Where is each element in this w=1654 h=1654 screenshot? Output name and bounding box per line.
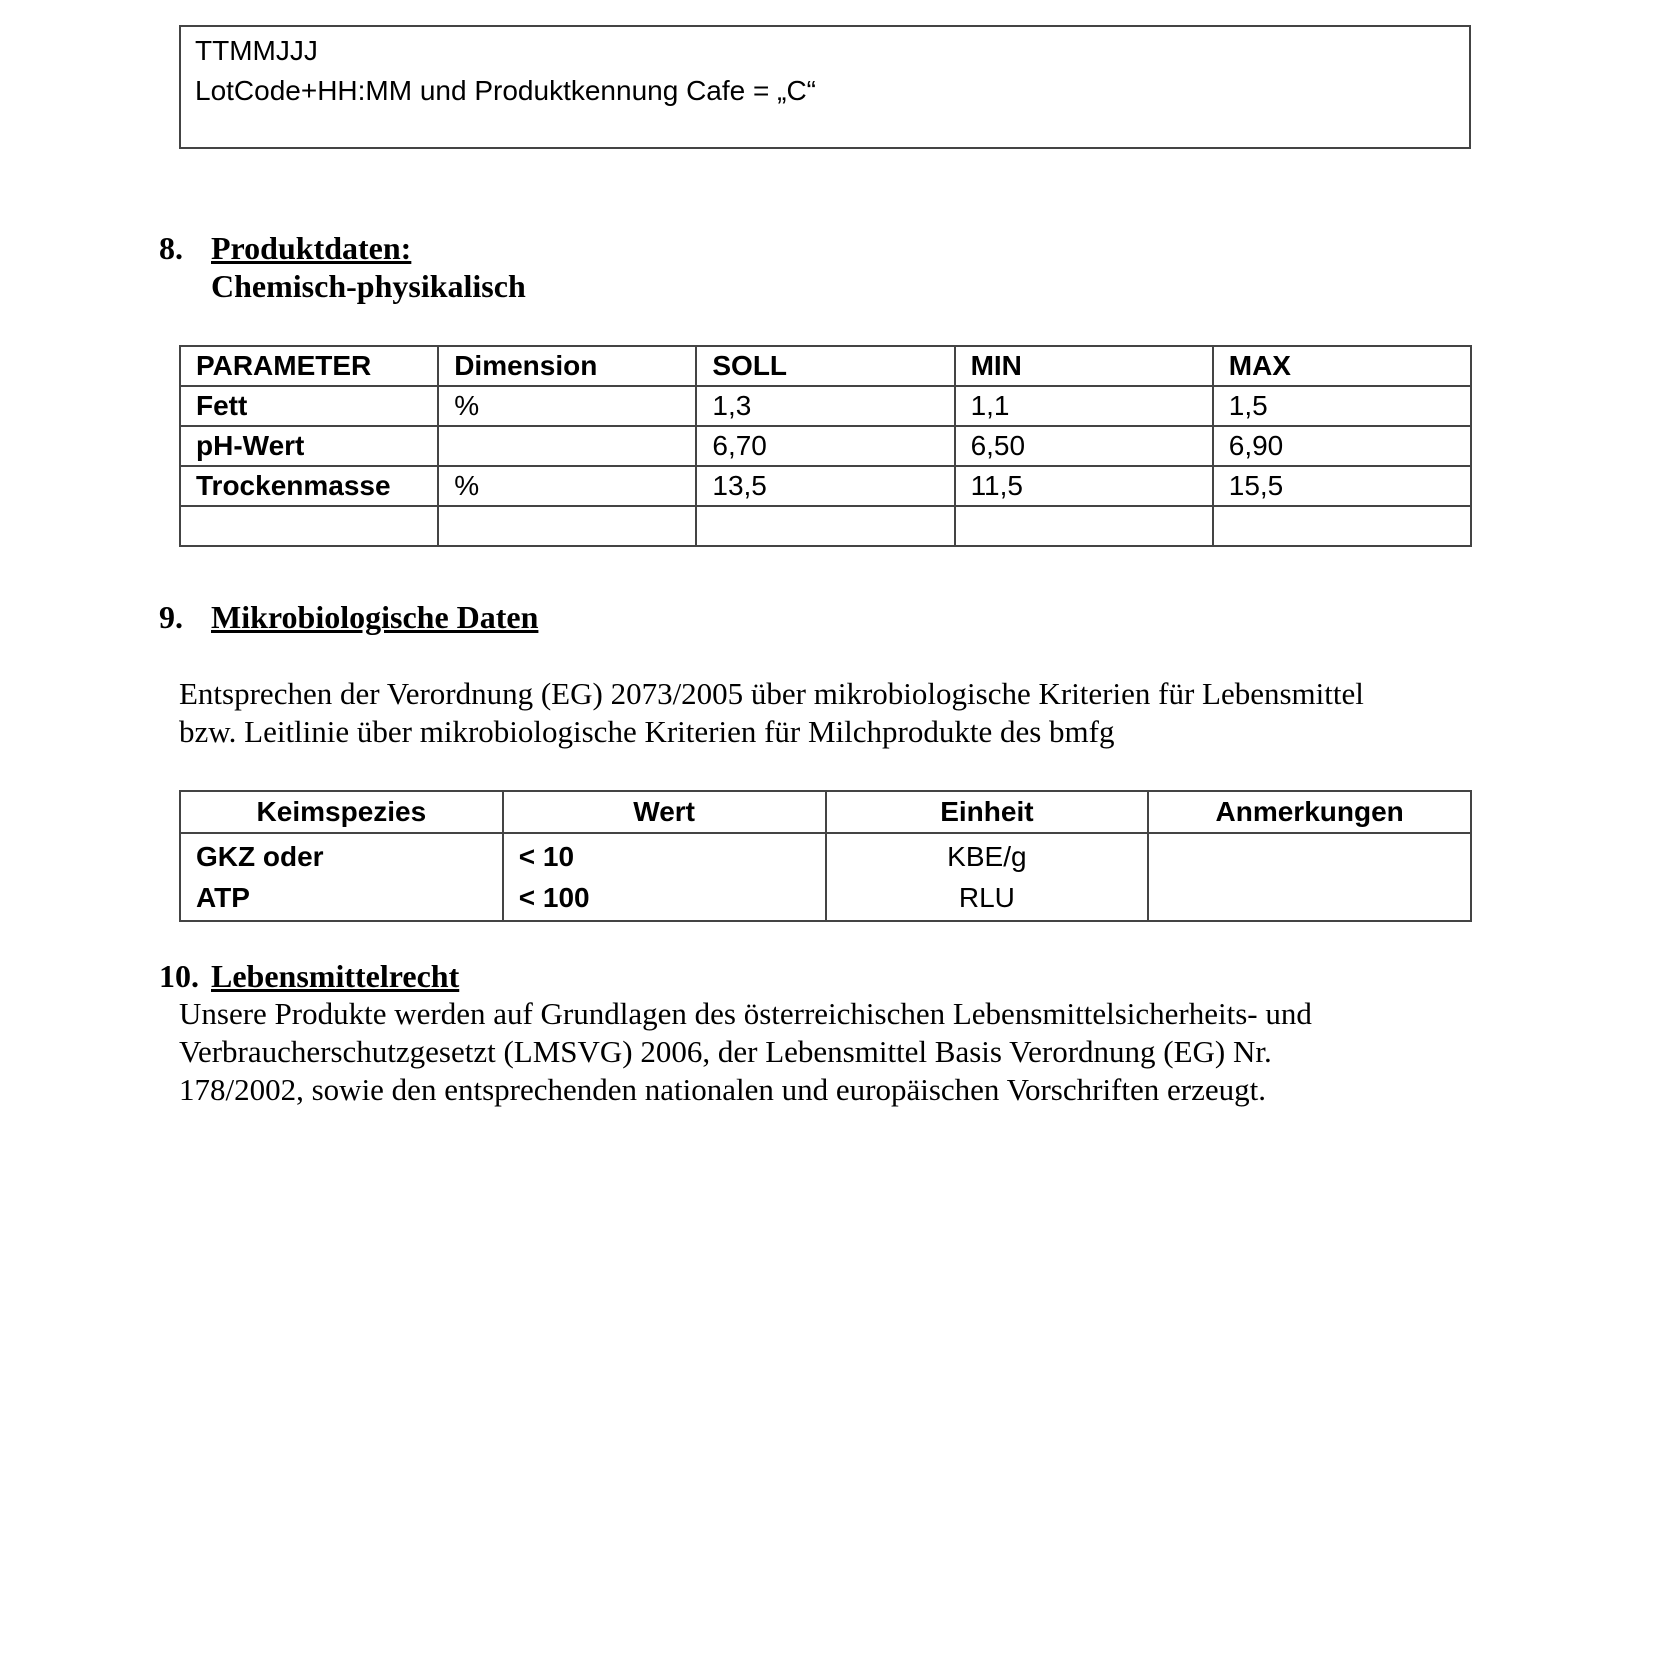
table-cell: 1,1 <box>955 386 1213 426</box>
paragraph-line: Entsprechen der Verordnung (EG) 2073/2005 über mikrobiologische Kriterien für Lebensmittel <box>179 676 1364 711</box>
section-9-number: 9. <box>159 599 183 635</box>
table-row-empty <box>180 506 1471 546</box>
section-9-title: Mikrobiologische Daten <box>211 599 539 635</box>
header-cell: MIN <box>955 346 1213 386</box>
table-cell: 6,70 <box>696 426 954 466</box>
cell-line: GKZ oder <box>196 841 324 872</box>
section-8-number: 8. <box>159 230 183 266</box>
table-cell: % <box>438 386 696 426</box>
chem-phys-table <box>179 345 1472 547</box>
date-format-text: TTMMJJJ <box>195 35 318 66</box>
table-row <box>180 466 1471 506</box>
table-cell <box>180 506 438 546</box>
section-8-subtitle: Chemisch-physikalisch <box>211 268 526 304</box>
header-cell: Einheit <box>826 791 1149 833</box>
section-10-title: Lebensmittelrecht <box>211 958 460 994</box>
section-8-title: Produktdaten: <box>211 230 412 266</box>
table-cell: 6,50 <box>955 426 1213 466</box>
header-cell: Dimension <box>438 346 696 386</box>
section-10-number: 10. <box>159 958 199 994</box>
table-cell: Fett <box>180 386 438 426</box>
table-header-row <box>180 791 1471 833</box>
table-cell: 15,5 <box>1213 466 1471 506</box>
table-cell <box>438 506 696 546</box>
table-cell <box>1213 506 1471 546</box>
table-cell <box>438 426 696 466</box>
table-cell <box>826 833 1149 921</box>
header-cell: Wert <box>503 791 826 833</box>
header-cell: PARAMETER <box>180 346 438 386</box>
table-header-row <box>180 346 1471 386</box>
microbiology-table <box>179 790 1472 922</box>
table-cell: 1,5 <box>1213 386 1471 426</box>
lot-code-box <box>179 25 1471 149</box>
cell-line: < 10 <box>518 841 575 872</box>
table-cell: Trockenmasse <box>180 466 438 506</box>
table-row <box>180 386 1471 426</box>
table-row <box>180 426 1471 466</box>
table-cell <box>180 833 503 921</box>
cell-line: < 100 <box>518 882 590 913</box>
header-cell: SOLL <box>696 346 954 386</box>
section-10-heading <box>159 957 459 995</box>
table-cell: 6,90 <box>1213 426 1471 466</box>
table-cell: 11,5 <box>955 466 1213 506</box>
table-cell <box>696 506 954 546</box>
paragraph-line: bzw. Leitlinie über mikrobiologische Kriterien für Milchprodukte des bmfg <box>179 714 1115 749</box>
header-cell: Anmerkungen <box>1148 791 1471 833</box>
paragraph-line: Verbraucherschutzgesetzt (LMSVG) 2006, der Lebensmittel Basis Verordnung (EG) Nr. <box>179 1034 1272 1069</box>
section-9-heading <box>159 598 538 636</box>
table-cell: 1,3 <box>696 386 954 426</box>
table-cell: 13,5 <box>696 466 954 506</box>
paragraph-line: Unsere Produkte werden auf Grundlagen des österreichischen Lebensmittelsicherheits- und <box>179 996 1312 1031</box>
paragraph-line: 178/2002, sowie den entsprechenden nationalen und europäischen Vorschriften erzeugt. <box>179 1072 1266 1107</box>
table-row <box>180 833 1471 921</box>
table-cell: pH-Wert <box>180 426 438 466</box>
table-cell <box>503 833 826 921</box>
section-8-heading <box>159 229 411 267</box>
cell-line: RLU <box>958 882 1015 913</box>
table-cell <box>955 506 1213 546</box>
section-10-paragraph <box>179 995 1312 1109</box>
lot-code-text: LotCode+HH:MM und Produktkennung Cafe = „C“ <box>195 75 816 106</box>
section-9-paragraph <box>179 675 1364 751</box>
header-cell: Keimspezies <box>180 791 503 833</box>
cell-line: ATP <box>196 882 250 913</box>
table-cell <box>1148 833 1471 921</box>
cell-line: KBE/g <box>947 841 1027 872</box>
header-cell: MAX <box>1213 346 1471 386</box>
table-cell: % <box>438 466 696 506</box>
